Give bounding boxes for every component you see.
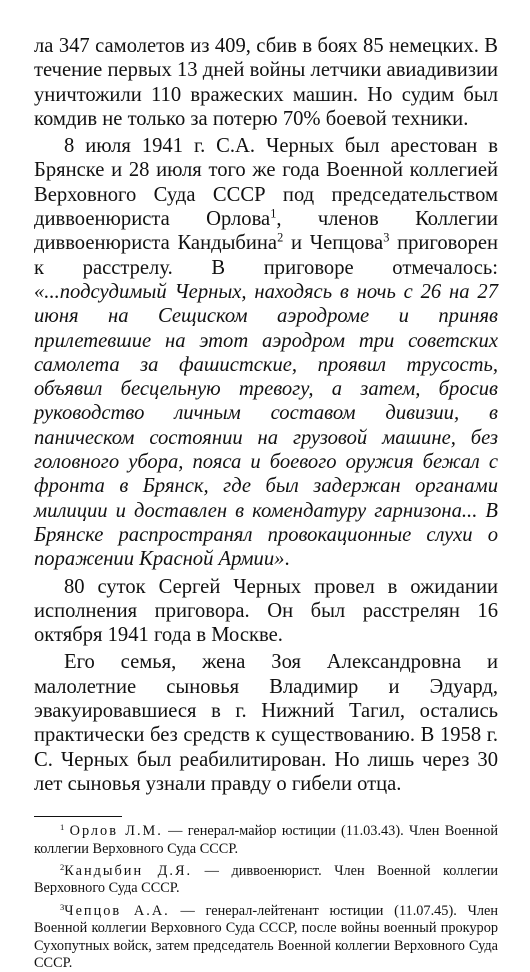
footnote-number: 2 — [60, 861, 65, 872]
paragraph-continued: ла 347 самолетов из 409, сбив в боях 85 немецких. В течение первых 13 дней войны летчики авиадивизии уничтожили 110 вражеских машин. Но судим был комдив не только за потерю 70% боевой техники. — [34, 35, 498, 130]
arrest-text-2: , членов Коллегии диввоенюриста Кандыбина — [34, 208, 498, 255]
footnote-2 — [34, 863, 498, 898]
footnote-text: — диввоенюрист. Член Военной коллегии Верховного Суда СССР. — [34, 863, 498, 897]
footnote-number: 1 — [60, 822, 65, 833]
footnote-name: Чепцов А.А. — [64, 902, 170, 919]
footnote-ref-1[interactable]: 1 — [270, 206, 277, 221]
paragraph-arrest — [34, 134, 498, 571]
footnote-divider — [34, 816, 122, 817]
verdict-quote: «...подсудимый Черных, находясь в ночь с 26 на 27 июня на Сещиском аэродроме и приняв прилетевшие на этот аэродром три советских самолета за фашистские, проявил трусость, объявил бесцельную тревогу, а затем, бросив руководство личным составом дивизии, в паническом состоянии на грузовой машине, без головного убора, пояса и боевого оружия бежал с фронта в Брянск, где был задержан органами милиции и доставлен в комендатуру гарнизона... В Брянске распространял провокационные слухи о поражении Красной Армии» — [34, 280, 498, 571]
footnote-name: Орлов Л.М. — [69, 823, 163, 840]
arrest-text-3: и Чепцова — [283, 232, 384, 255]
footnote-ref-3[interactable]: 3 — [383, 230, 390, 245]
footnote-number: 3 — [60, 901, 65, 912]
footnote-text: — генерал-лейтенант юстиции (11.07.45). Член Военной коллегии Верховного Суда СССР, после войны военный прокурор Сухопутных войск, затем председатель Военной коллегии Верховного Суда СССР. — [34, 902, 498, 972]
footnote-name: Кандыбин Д.Я. — [64, 863, 193, 880]
footnote-text: — генерал-майор юстиции (11.03.43). Член Военной коллегии Верховного Суда СССР. — [34, 823, 499, 857]
footnote-1 — [34, 823, 498, 858]
footnotes — [34, 823, 498, 972]
paragraph-family: Его семья, жена Зоя Александровна и малолетние сыновья Владимир и Эдуард, эвакуировавшиеся в г. Нижний Тагил, остались практически без средств к существованию. В 1958 г. С. Черных был реабилитирован. Но лишь через 30 лет сыновья узнали правду о гибели отца. — [34, 651, 498, 795]
paragraph-execution: 80 суток Сергей Черных провел в ожидании исполнения приговора. Он был расстрелян 16 октября 1941 года в Москве. — [34, 575, 498, 647]
footnote-3 — [34, 903, 498, 972]
main-text — [34, 34, 498, 796]
arrest-text-1: 8 июля 1941 г. С.А. Черных был арестован в Брянске и 28 июля того же года Военной коллегией Верховного Суда СССР под председательством диввоенюриста Орлова — [34, 135, 498, 231]
footnote-ref-2[interactable]: 2 — [277, 230, 284, 245]
arrest-text-4: приговорен к расстрелу. В приговоре отмечалось: — [34, 232, 499, 279]
arrest-text-end: . — [284, 548, 290, 571]
